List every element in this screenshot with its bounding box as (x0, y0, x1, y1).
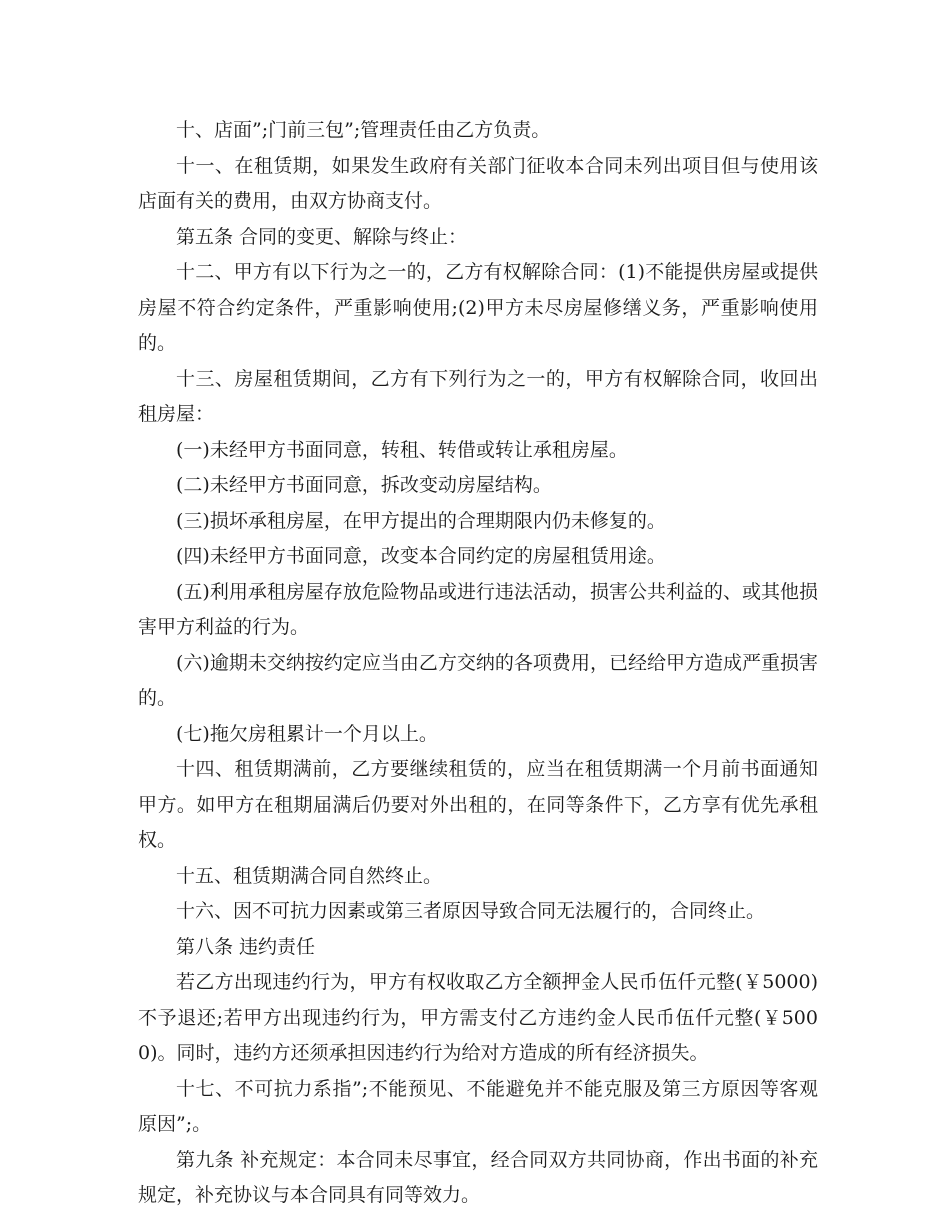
list-item-1: (一)未经甲方书面同意，转租、转借或转让承租房屋。 (176, 438, 628, 461)
paragraph-clause-16: 十六、因不可抗力因素或第三者原因导致合同无法履行的，合同终止。 (176, 900, 766, 922)
section-heading-article-5: 第五条 合同的变更、解除与终止： (176, 225, 468, 248)
section-heading-article-9: 第九条 补充规定：本合同未尽事宜，经合同双方共同协商，作出书面的补充规定，补充协议与本合同具有同等效力。 (138, 1148, 818, 1206)
paragraph-clause-12: 十二、甲方有以下行为之一的，乙方有权解除合同：(1)不能提供房屋或提供房屋不符合约定条件，严重影响使用;(2)甲方未尽房屋修缮义务，严重影响使用的。 (138, 261, 818, 354)
list-item-5: (五)利用承租房屋存放危险物品或进行违法活动，损害公共利益的、或其他损害甲方利益的行为。 (138, 580, 818, 638)
section-heading-article-8: 第八条 违约责任 (176, 935, 316, 958)
list-item-3: (三)损坏承租房屋，在甲方提出的合理期限内仍未修复的。 (176, 509, 666, 532)
list-item-4: (四)未经甲方书面同意，改变本合同约定的房屋租赁用途。 (176, 545, 666, 567)
paragraph-clause-13: 十三、房屋租赁期间，乙方有下列行为之一的，甲方有权解除合同，收回出租房屋： (138, 367, 818, 425)
list-item-7: (七)拖欠房租累计一个月以上。 (176, 722, 438, 745)
paragraph-breach-liability: 若乙方出现违约行为，甲方有权收取乙方全额押金人民币伍仟元整(￥5000)不予退还;若甲方出现违约行为，甲方需支付乙方违约金人民币伍仟元整(￥5000)。同时，违约方还须承担因违约行为给对方造成的所有经济损失。 (138, 971, 818, 1064)
paragraph-clause-15: 十五、租赁期满合同自然终止。 (176, 864, 443, 887)
paragraph-clause-11: 十一、在租赁期，如果发生政府有关部门征收本合同未列出项目但与使用该店面有关的费用，由双方协商支付。 (138, 154, 818, 212)
list-item-6: (六)逾期未交纳按约定应当由乙方交纳的各项费用，已经给甲方造成严重损害的。 (138, 651, 818, 709)
paragraph-clause-14: 十四、租赁期满前，乙方要继续租赁的，应当在租赁期满一个月前书面通知甲方。如甲方在租期届满后仍要对外出租的，在同等条件下，乙方享有优先承租权。 (138, 758, 818, 851)
paragraph-clause-10: 十、店面”;门前三包”;管理责任由乙方负责。 (176, 119, 551, 141)
list-item-2: (二)未经甲方书面同意，拆改变动房屋结构。 (176, 474, 552, 496)
paragraph-clause-17: 十七、不可抗力系指”;不能预见、不能避免并不能克服及第三方原因等客观原因”;。 (138, 1077, 818, 1135)
document-body (138, 113, 818, 1214)
